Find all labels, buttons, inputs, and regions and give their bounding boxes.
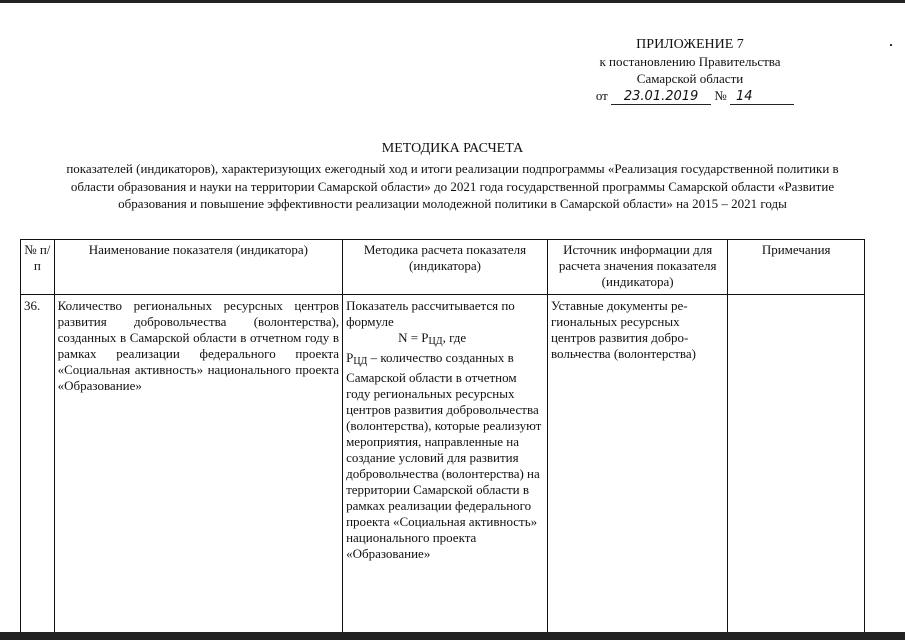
header-notes: Примечания [728, 240, 865, 295]
header-source: Источник информации для расчета значения показателя (индикатора) [547, 240, 727, 295]
document-title: МЕТОДИКА РАСЧЕТА [381, 141, 524, 156]
method-intro: Показатель рассчитывается по формуле [346, 298, 515, 329]
date-prefix: от [595, 88, 608, 103]
appendix-block [560, 36, 820, 105]
method-formula [346, 330, 544, 350]
formula-tail: , где [442, 330, 467, 345]
document-subtitle: показателей (индикаторов), характеризующих ежегодный ход и итоги реализации подпрограммы «Реализация государственной политики в области образования и науки на территории Самарской области» до 2021 года государственной программы Самарской области «Развитие образования и повышение эффективности реализации молодежной политики в Самарской области» на 2015 – 2021 годы [66, 161, 839, 211]
appendix-date-line [560, 87, 794, 105]
formula-subscript: ЦД [428, 336, 443, 347]
appendix-title: ПРИЛОЖЕНИЕ 7 [636, 37, 744, 52]
method-definition [346, 350, 544, 562]
definition-text: – количество созданных в Самарской области в отчетном году региональных ресурсных центров развития добровольчества (волонтерства), которые реализуют мероприятия, направленные на создание условий для развития добровольчества (волонтерства) на территории Самарской области в рамках реализации федерального проекта «Социальная активность» национального проекта «Образование» [346, 350, 542, 561]
appendix-line-1: к постановлению Правительства [599, 54, 781, 69]
scan-bottom-border [0, 632, 905, 640]
header-number: № п/п [21, 240, 55, 295]
header-name: Наименование показателя (индикатора) [54, 240, 342, 295]
number-prefix: № [714, 88, 727, 103]
row-method [343, 295, 548, 639]
indicator-table [20, 239, 865, 638]
handwritten-number: 14 [730, 89, 794, 105]
row-number: 36. [21, 295, 55, 639]
appendix-line-2: Самарской области [636, 71, 744, 86]
handwritten-date: 23.01.2019 [611, 89, 711, 105]
row-name: Количество региональных ресурсных центров развития добровольчества (волонтерства), созданных в Самарской области в отчетном году в рамках реализации федерального проекта «Социальная активность» национального проекта «Образование» [54, 295, 342, 639]
table-row [21, 295, 865, 639]
scan-top-border [0, 0, 905, 3]
row-notes [728, 295, 865, 639]
table-header-row [21, 240, 865, 295]
definition-symbol: Р [346, 350, 354, 365]
formula-left: N = Р [398, 330, 429, 345]
header-method: Методика расчета показателя (индикатора) [343, 240, 548, 295]
scan-speck [890, 44, 892, 46]
row-source: Уставные документы региональных ресурсных центров развития добровольчества (волонтерства) [547, 295, 727, 639]
definition-subscript: ЦД [353, 356, 368, 367]
